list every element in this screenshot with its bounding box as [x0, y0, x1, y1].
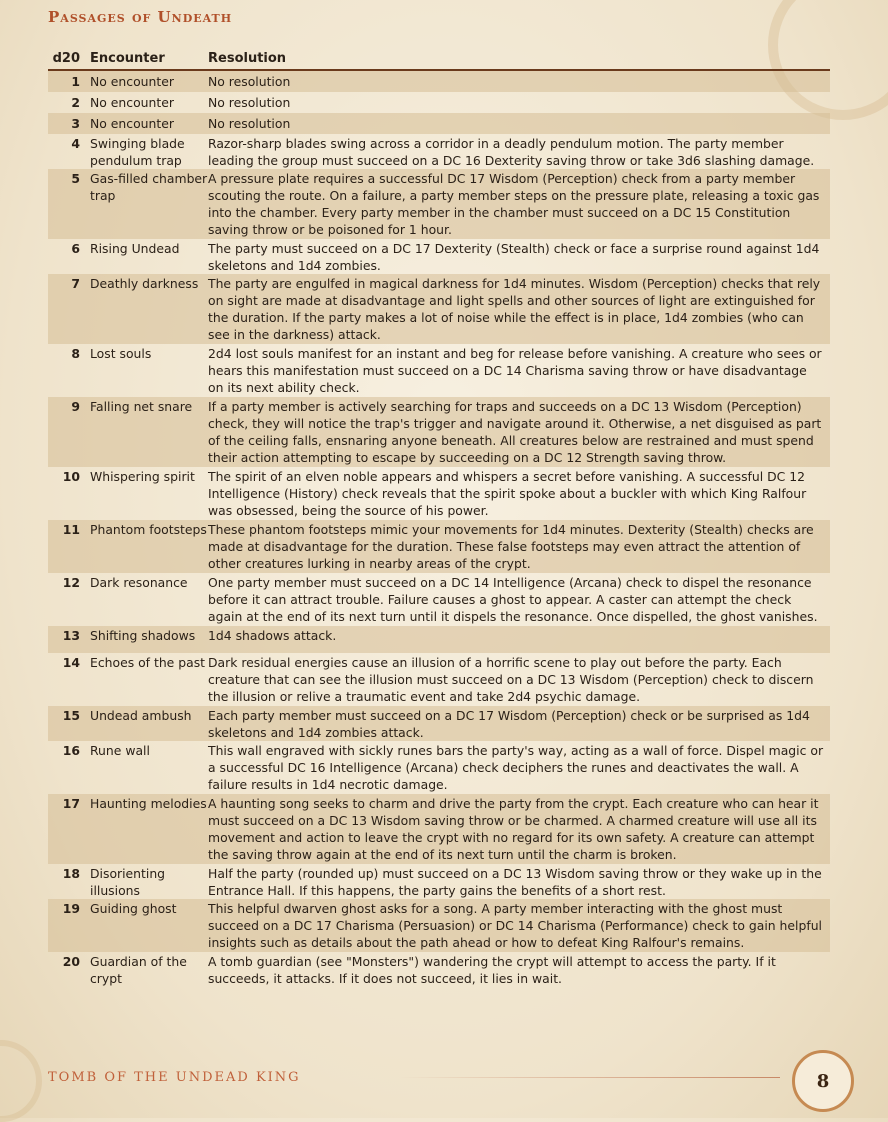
roll-cell: 18: [62, 866, 80, 881]
resolution-cell: The spirit of an elven noble appears and whispers a secret before vanishing. A successful DC 12 Intelligence (History) check reveals that the spirit spoke about a buckler with which King Ralfour was obsessed, being the source of his power.: [208, 469, 807, 518]
roll-cell: 5: [71, 171, 80, 186]
footer-book-title: TOMB OF THE UNDEAD KING: [48, 1070, 301, 1085]
roll-cell: 7: [71, 276, 80, 291]
encounter-cell: Haunting melodies: [90, 796, 207, 811]
table-row: [48, 397, 830, 467]
resolution-cell: The party are engulfed in magical darkness for 1d4 minutes. Wisdom (Perception) checks that rely on sight are made at disadvantage and light spells and other sources of light are extinguished for the duration. If the party makes a lot of noise while the effect is in place, 1d4 zombies (who can see in the darkness) attack.: [208, 276, 821, 342]
resolution-cell: Dark residual energies cause an illusion of a horrific scene to play out before the party. Each creature that can see the illusion must succeed on a DC 13 Wisdom (Perception) check to discern the illusion or relive a traumatic event and take 2d4 psychic damage.: [208, 655, 814, 704]
resolution-cell: 2d4 lost souls manifest for an instant and beg for release before vanishing. A creature who sees or hears this manifestation must succeed on a DC 14 Charisma saving throw or have disadvantage on its next ability check.: [208, 346, 822, 395]
header-d20: d20: [52, 51, 80, 66]
roll-cell: 15: [62, 708, 80, 723]
roll-cell: 8: [71, 346, 80, 361]
roll-cell: 11: [62, 522, 80, 537]
resolution-cell: A tomb guardian (see "Monsters") wandering the crypt will attempt to access the party. If it succeeds, it attacks. If it does not succeed, it lies in wait.: [208, 954, 776, 986]
encounter-cell: No encounter: [90, 74, 174, 89]
encounter-table: [48, 44, 830, 992]
resolution-cell: Each party member must succeed on a DC 17 Wisdom (Perception) check or be surprised as 1d4 skeletons and 1d4 zombies attack.: [208, 708, 810, 740]
header-resolution: Resolution: [208, 51, 287, 66]
encounter-cell: Falling net snare: [90, 399, 193, 414]
encounter-cell: No encounter: [90, 95, 174, 110]
table-row: [48, 741, 830, 794]
roll-cell: 6: [71, 241, 80, 256]
resolution-cell: These phantom footsteps mimic your movements for 1d4 minutes. Dexterity (Stealth) checks are made at disadvantage for the duration. These false footsteps may even attract the attention of other creatures lurking in nearby areas of the crypt.: [208, 522, 814, 571]
roll-cell: 12: [62, 575, 80, 590]
encounter-cell: Guardian of the crypt: [90, 954, 187, 986]
resolution-cell: No resolution: [208, 95, 291, 110]
roll-cell: 2: [71, 95, 80, 110]
page-number: 8: [792, 1050, 854, 1112]
encounter-cell: Dark resonance: [90, 575, 188, 590]
margin-ornament: [0, 1040, 42, 1122]
table-row: [48, 71, 830, 92]
table-row: [48, 239, 830, 274]
table-row: [48, 467, 830, 520]
encounter-cell: Deathly darkness: [90, 276, 199, 291]
resolution-cell: No resolution: [208, 116, 291, 131]
roll-cell: 16: [62, 743, 80, 758]
encounter-cell: Gas-filled chamber trap: [90, 171, 208, 203]
table-body: [48, 71, 830, 992]
table-header: [48, 44, 830, 71]
resolution-cell: This wall engraved with sickly runes bars the party's way, acting as a wall of force. Dispel magic or a successful DC 16 Intelligence (Arcana) check deciphers the runes and deactivates the wall. A failure results in 1d4 necrotic damage.: [208, 743, 824, 792]
encounter-cell: Lost souls: [90, 346, 152, 361]
encounter-cell: Shifting shadows: [90, 628, 196, 643]
roll-cell: 19: [62, 901, 80, 916]
table-row: [48, 520, 830, 573]
encounter-cell: Guiding ghost: [90, 901, 177, 916]
roll-cell: 4: [71, 136, 80, 151]
resolution-cell: No resolution: [208, 74, 291, 89]
table-row: [48, 344, 830, 397]
roll-cell: 17: [62, 796, 80, 811]
table-row: [48, 92, 830, 113]
encounter-cell: Whispering spirit: [90, 469, 195, 484]
resolution-cell: 1d4 shadows attack.: [208, 628, 337, 643]
resolution-cell: If a party member is actively searching for traps and succeeds on a DC 13 Wisdom (Perception) check, they will notice the trap's trigger and navigate around it. Otherwise, a net disguised as part of the ceiling falls, ensnaring anyone beneath. All creatures below are restrained and must spend their action attempting to escape by succeeding on a DC 12 Strength saving throw.: [208, 399, 822, 465]
roll-cell: 10: [62, 469, 80, 484]
table-row: [48, 653, 830, 706]
table-row: [48, 952, 830, 992]
table-row: [48, 134, 830, 169]
table-row: [48, 573, 830, 626]
table-row: [48, 113, 830, 134]
resolution-cell: A pressure plate requires a successful DC 17 Wisdom (Perception) check from a party member scouting the route. On a failure, a party member steps on the pressure plate, releasing a toxic gas into the chamber. Every party member in the chamber must succeed on a DC 15 Constitution saving throw or be poisoned for 1 hour.: [208, 171, 820, 237]
encounter-cell: Disorienting illusions: [90, 866, 166, 898]
page-title: Passages of Undeath: [48, 8, 233, 26]
table-row: [48, 626, 830, 653]
table-row: [48, 899, 830, 952]
encounter-cell: Rising Undead: [90, 241, 180, 256]
roll-cell: 14: [62, 655, 80, 670]
table-row: [48, 169, 830, 239]
roll-cell: 1: [71, 74, 80, 89]
table-row: [48, 864, 830, 899]
encounter-cell: Echoes of the past: [90, 655, 206, 670]
roll-cell: 13: [62, 628, 80, 643]
resolution-cell: One party member must succeed on a DC 14 Intelligence (Arcana) check to dispel the resonance before it can attract trouble. Failure causes a ghost to appear. A caster can attempt the check again at the end of its next turn until it dispels the resonance. Once dispelled, the ghost vanishes.: [208, 575, 818, 624]
resolution-cell: A haunting song seeks to charm and drive the party from the crypt. Each creature who can hear it must succeed on a DC 13 Wisdom saving throw or be charmed. A charmed creature will use all its movement and action to leave the crypt with no regard for its own safety. A creature can attempt the saving throw again at the end of its next turn until the charm is broken.: [208, 796, 819, 862]
encounter-cell: No encounter: [90, 116, 174, 131]
table-row: [48, 706, 830, 741]
header-encounter: Encounter: [90, 51, 165, 66]
encounter-cell: Rune wall: [90, 743, 150, 758]
table-row: [48, 794, 830, 864]
encounter-cell: Undead ambush: [90, 708, 192, 723]
encounter-cell: Phantom footsteps: [90, 522, 207, 537]
encounter-cell: Swinging blade pendulum trap: [90, 136, 185, 168]
resolution-cell: This helpful dwarven ghost asks for a song. A party member interacting with the ghost must succeed on a DC 17 Charisma (Persuasion) or DC 14 Charisma (Performance) check to gain helpful insights such as details about the path ahead or how to defeat King Ralfour's remains.: [208, 901, 822, 950]
roll-cell: 3: [71, 116, 80, 131]
table-row: [48, 274, 830, 344]
roll-cell: 9: [71, 399, 80, 414]
resolution-cell: The party must succeed on a DC 17 Dexterity (Stealth) check or face a surprise round against 1d4 skeletons and 1d4 zombies.: [208, 241, 820, 273]
roll-cell: 20: [62, 954, 80, 969]
resolution-cell: Half the party (rounded up) must succeed on a DC 13 Wisdom saving throw or they wake up in the Entrance Hall. If this happens, the party gains the benefits of a short rest.: [208, 866, 822, 898]
resolution-cell: Razor-sharp blades swing across a corridor in a deadly pendulum motion. The party member leading the group must succeed on a DC 16 Dexterity saving throw or take 3d6 slashing damage.: [208, 136, 815, 168]
footer-divider: [400, 1077, 780, 1078]
